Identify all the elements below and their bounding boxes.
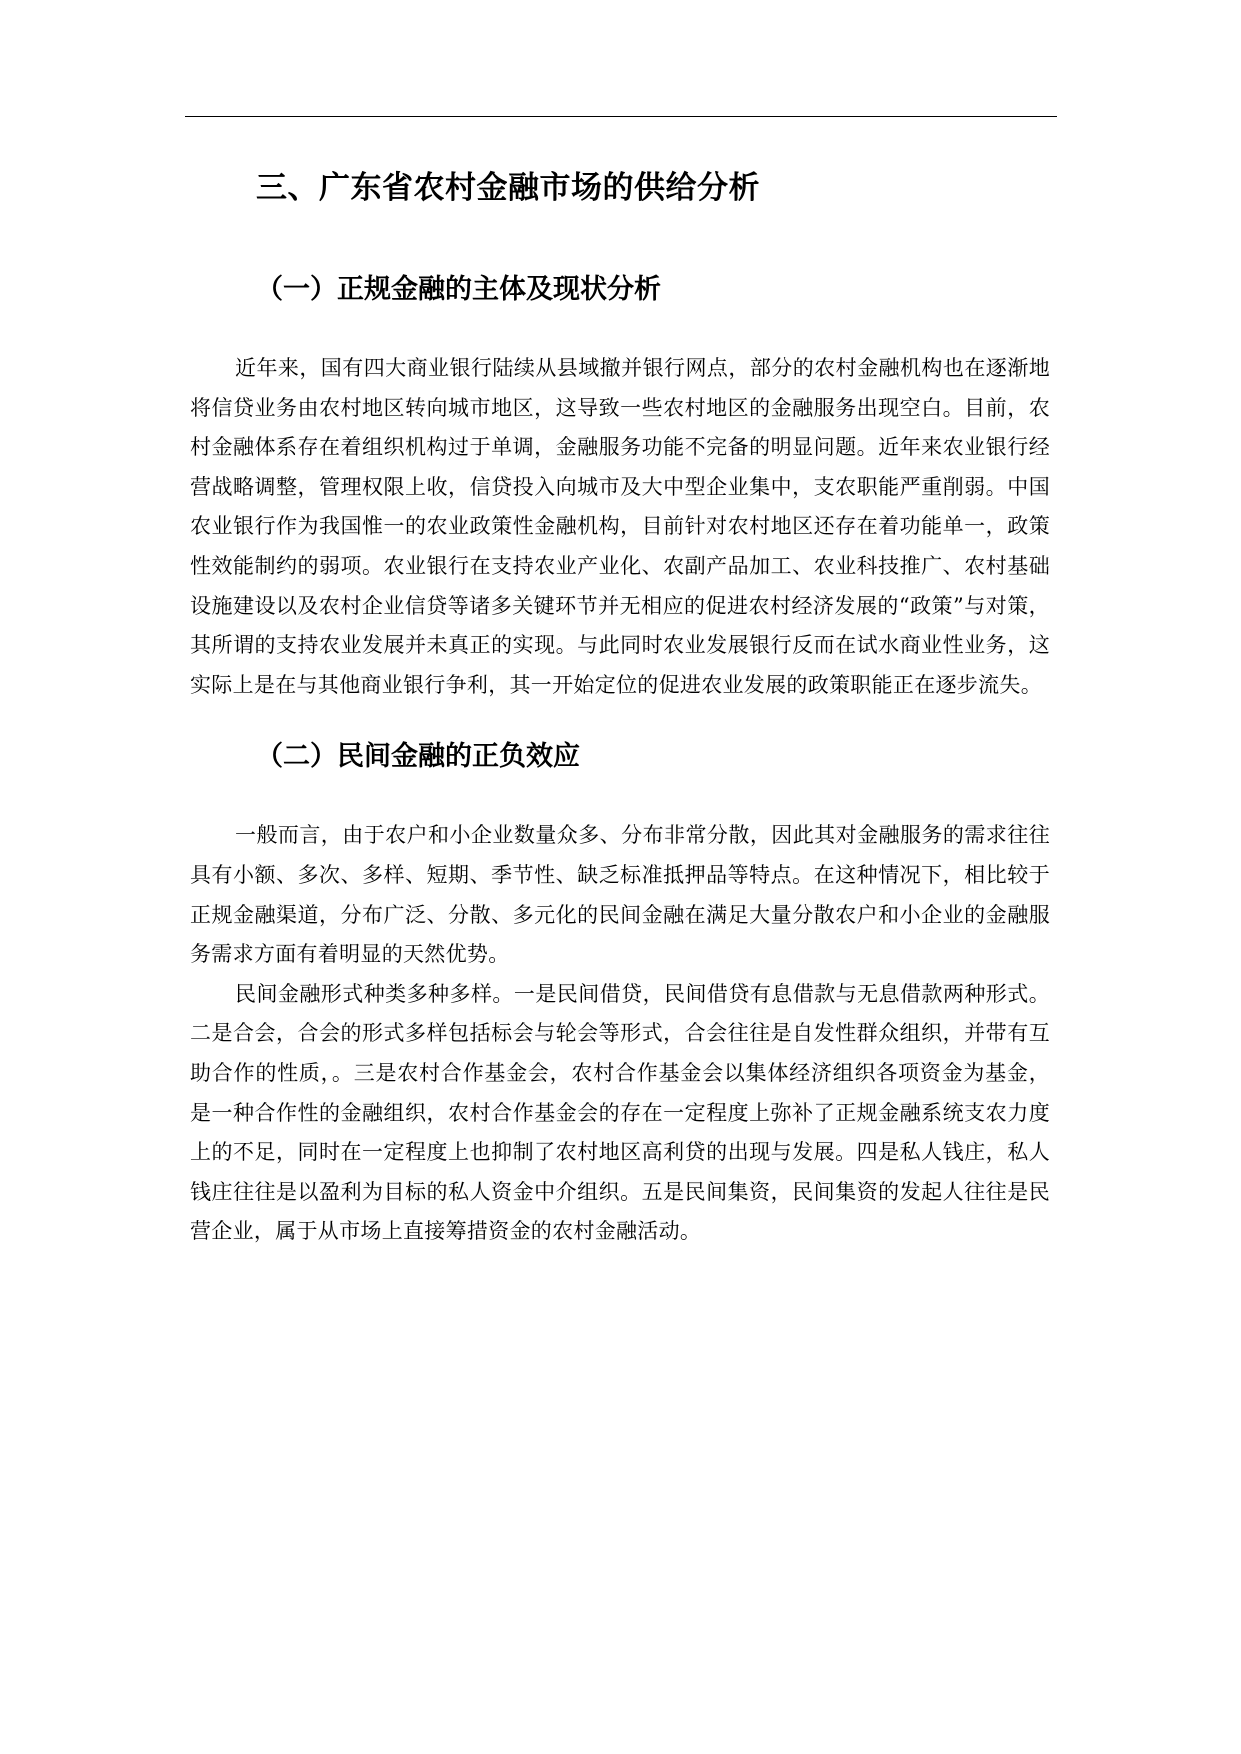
paragraph-formal-finance: 近年来，国有四大商业银行陆续从县域撤并银行网点，部分的农村金融机构也在逐渐地将信贷业务由农村地区转向城市地区，这导致一些农村地区的金融服务出现空白。目前，农村金融体系存在着组织机构过于单调，金融服务功能不完备的明显问题。近年来农业银行经营战略调整，管理权限上收，信贷投入向城市及大中型企业集中，支农职能严重削弱。中国农业银行作为我国惟一的农业政策性金融机构，目前针对农村地区还存在着功能单一，政策性效能制约的弱项。农业银行在支持农业产业化、农副产品加工、农业科技推广、农村基础设施建设以及农村企业信贷等诸多关键环节并无相应的促进农村经济发展的“政策”与对策，其所谓的支持农业发展并未真正的实现。与此同时农业发展银行反而在试水商业性业务，这实际上是在与其他商业银行争利，其一开始定位的促进农业发展的政策职能正在逐步流失。 — [190, 356, 1050, 697]
paragraph-private-finance-1: 一般而言，由于农户和小企业数量众多、分布非常分散，因此其对金融服务的需求往往具有小额、多次、多样、短期、季节性、缺乏标准抵押品等特点。在这种情况下，相比较于正规金融渠道，分布广泛、分散、多元化的民间金融在满足大量分散农户和小企业的金融服务需求方面有着明显的天然优势。 — [190, 823, 1050, 967]
subsection-title-formal-finance: （一）正规金融的主体及现状分析 — [256, 274, 661, 305]
section-title: 三、广东省农村金融市场的供给分析 — [256, 170, 760, 206]
page-content — [190, 160, 1050, 1252]
spacer — [190, 705, 1050, 733]
paragraph-private-finance-2: 民间金融形式种类多种多样。一是民间借贷，民间借贷有息借款与无息借款两种形式。二是合会，合会的形式多样包括标会与轮会等形式，合会往往是自发性群众组织，并带有互助合作的性质，。三是农村合作基金会，农村合作基金会以集体经济组织各项资金为基金，是一种合作性的金融组织，农村合作基金会的存在一定程度上弥补了正规金融系统支农力度上的不足，同时在一定程度上也抑制了农村地区高利贷的出现与发展。四是私人钱庄，私人钱庄往往是以盈利为目标的私人资金中介组织。五是民间集资，民间集资的发起人往往是民营企业，属于从市场上直接筹措资金的农村金融活动。 — [190, 981, 1050, 1244]
spacer — [190, 216, 1050, 266]
subsection-title-private-finance: （二）民间金融的正负效应 — [256, 741, 580, 773]
spacer — [190, 314, 1050, 349]
header-rule — [185, 116, 1057, 117]
spacer — [190, 781, 1050, 816]
